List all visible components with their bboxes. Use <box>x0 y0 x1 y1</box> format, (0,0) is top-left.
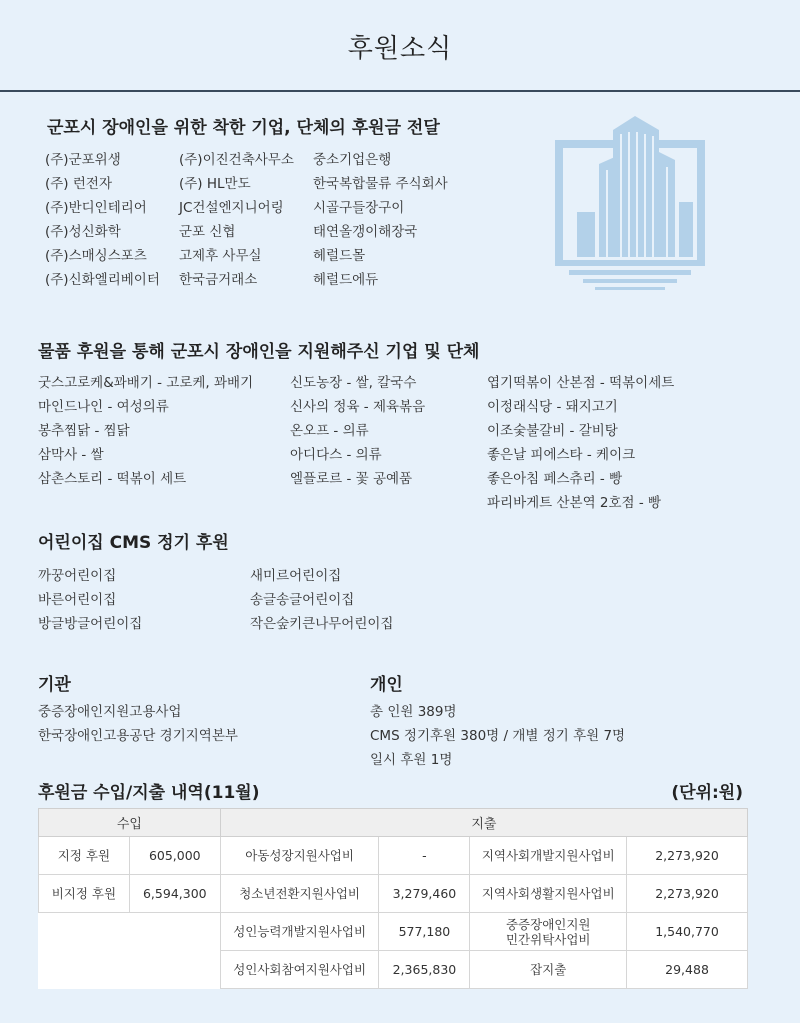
list-item: 엽기떡볶이 산본점 - 떡볶이세트 <box>487 375 675 391</box>
expense-value: 3,279,460 <box>379 875 470 913</box>
list-item: 이정래식당 - 돼지고기 <box>487 399 618 415</box>
income-value: 605,000 <box>129 837 220 875</box>
list-item: 한국복합물류 주식회사 <box>313 176 448 192</box>
income-value: 6,594,300 <box>129 875 220 913</box>
list-item: (주)이진건축사무소 <box>179 152 294 168</box>
list-item: (주)반디인테리어 <box>45 200 147 216</box>
income-header: 수입 <box>39 809 221 837</box>
finance-unit: (단위:원) <box>671 783 743 803</box>
list-item: 한국장애인고용공단 경기지역본부 <box>38 728 238 744</box>
list-item: 작은숲키큰나무어린이집 <box>250 616 394 632</box>
list-item: 이조숯불갈비 - 갈비탕 <box>487 423 618 439</box>
income-label: 비지정 후원 <box>39 875 130 913</box>
list-item: (주) HL만도 <box>179 176 251 192</box>
expense-label: 아동성장지원사업비 <box>220 837 379 875</box>
institutions-list <box>38 700 238 748</box>
list-item: 좋은아침 페스츄리 - 빵 <box>487 471 623 487</box>
table-row <box>39 913 748 951</box>
list-item: 굿스고로케&꽈배기 - 고로케, 꽈배기 <box>38 375 254 391</box>
list-item: 시골구들장구이 <box>313 200 405 216</box>
table-row <box>39 875 748 913</box>
expense-value: 2,273,920 <box>627 837 748 875</box>
list-item: 삼막사 - 쌀 <box>38 447 104 463</box>
list-item: 신사의 정육 - 제육볶음 <box>290 399 426 415</box>
list-item: 헤럴드몰 <box>313 248 366 264</box>
individuals-title: 개인 <box>370 675 403 695</box>
list-item: 군포 신협 <box>179 224 236 240</box>
individuals-list <box>370 700 625 772</box>
goods-col-3 <box>487 371 674 515</box>
building-illustration-icon <box>555 112 705 292</box>
goods-col-1 <box>38 371 253 491</box>
donors-col-2 <box>179 148 294 292</box>
list-item: 바른어린이집 <box>38 592 117 608</box>
list-item: 일시 후원 1명 <box>370 752 453 768</box>
donors-title: 군포시 장애인을 위한 착한 기업, 단체의 후원금 전달 <box>47 118 440 138</box>
list-item: 아디다스 - 의류 <box>290 447 382 463</box>
expense-value: 577,180 <box>379 913 470 951</box>
list-item: 엘플로르 - 꽃 공예품 <box>290 471 413 487</box>
list-item: 파리바게트 산본역 2호점 - 빵 <box>487 495 662 511</box>
list-item: 온오프 - 의류 <box>290 423 369 439</box>
goods-title: 물품 후원을 통해 군포시 장애인을 지원해주신 기업 및 단체 <box>38 342 480 362</box>
expense-label: 성인사회참여지원사업비 <box>220 951 379 989</box>
goods-col-2 <box>290 371 425 491</box>
list-item: 중증장애인지원고용사업 <box>38 704 182 720</box>
list-item: (주)스매싱스포츠 <box>45 248 147 264</box>
list-item: (주)신화엘리베이터 <box>45 272 160 288</box>
page-header <box>0 0 800 92</box>
list-item: 까꿍어린이집 <box>38 568 117 584</box>
expense-value: - <box>379 837 470 875</box>
list-item: (주) 런전자 <box>45 176 112 192</box>
expense-value: 1,540,770 <box>627 913 748 951</box>
expense-label: 성인능력개발지원사업비 <box>220 913 379 951</box>
finance-table <box>38 808 748 989</box>
list-item: 중소기업은행 <box>313 152 392 168</box>
donors-col-3 <box>313 148 448 292</box>
cms-col-1 <box>38 564 142 636</box>
donors-col-1 <box>45 148 160 292</box>
list-item: 새미르어린이집 <box>250 568 342 584</box>
list-item: 헤럴드에듀 <box>313 272 379 288</box>
empty-cell <box>39 913 221 989</box>
cms-title: 어린이집 CMS 정기 후원 <box>38 533 229 553</box>
income-label: 지정 후원 <box>39 837 130 875</box>
table-header-row <box>39 809 748 837</box>
expense-value: 29,488 <box>627 951 748 989</box>
cms-col-2 <box>250 564 393 636</box>
expense-label: 지역사회생활지원사업비 <box>470 875 627 913</box>
list-item: 신도농장 - 쌀, 칼국수 <box>290 375 417 391</box>
list-item: 마인드나인 - 여성의류 <box>38 399 169 415</box>
list-item: 송글송글어린이집 <box>250 592 355 608</box>
list-item: 삼촌스토리 - 떡볶이 세트 <box>38 471 187 487</box>
list-item: (주)군포위생 <box>45 152 121 168</box>
expense-value: 2,365,830 <box>379 951 470 989</box>
list-item: (주)성신화학 <box>45 224 121 240</box>
list-item: 태연올갱이해장국 <box>313 224 418 240</box>
expense-label: 잡지출 <box>470 951 627 989</box>
institutions-title: 기관 <box>38 675 71 695</box>
list-item: CMS 정기후원 380명 / 개별 정기 후원 7명 <box>370 728 626 744</box>
expense-label: 중증장애인지원 민간위탁사업비 <box>470 913 627 951</box>
list-item: 고제후 사무실 <box>179 248 262 264</box>
expense-label: 지역사회개발지원사업비 <box>470 837 627 875</box>
list-item: 좋은날 피에스타 - 케이크 <box>487 447 636 463</box>
list-item: JC건설엔지니어링 <box>179 200 284 216</box>
expense-value: 2,273,920 <box>627 875 748 913</box>
list-item: 총 인원 389명 <box>370 704 457 720</box>
list-item: 방글방글어린이집 <box>38 616 143 632</box>
page-title: 후원소식 <box>347 34 453 64</box>
expense-header: 지출 <box>220 809 747 837</box>
list-item: 봉추찜닭 - 찜닭 <box>38 423 130 439</box>
expense-label: 청소년전환지원사업비 <box>220 875 379 913</box>
list-item: 한국금거래소 <box>179 272 258 288</box>
table-row <box>39 837 748 875</box>
finance-title: 후원금 수입/지출 내역(11월) <box>38 783 260 803</box>
